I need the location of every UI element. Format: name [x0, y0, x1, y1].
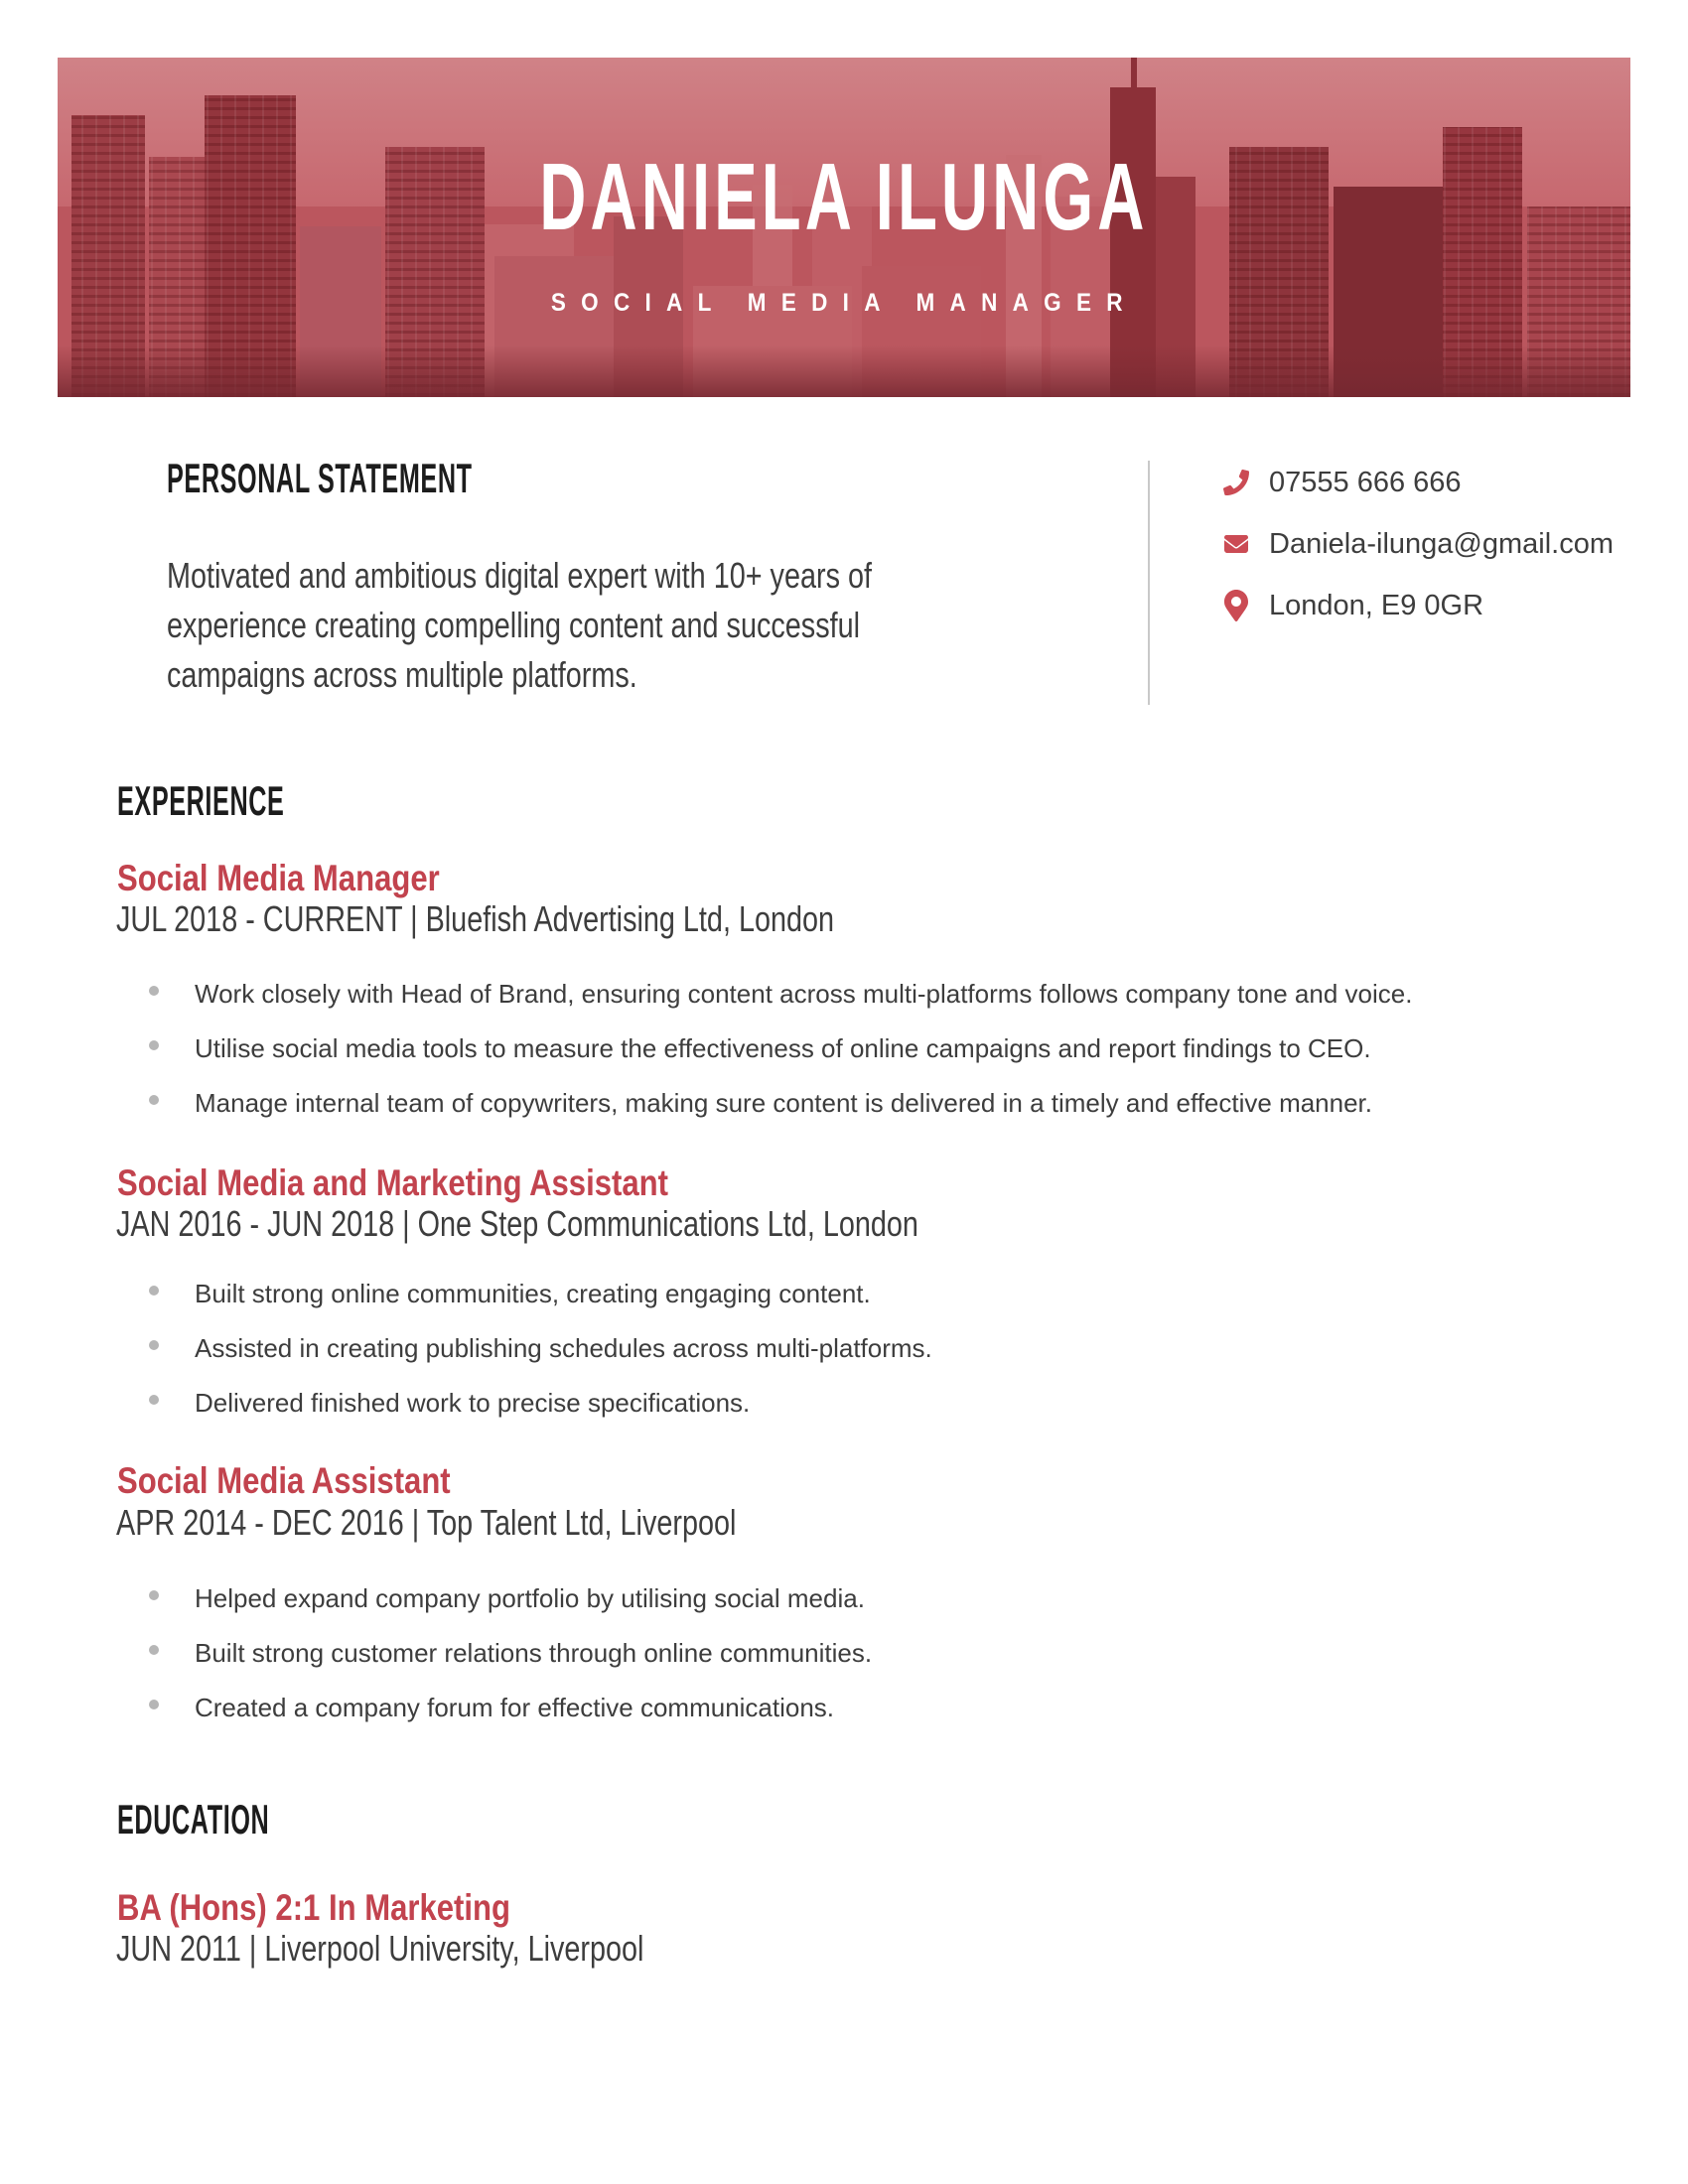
job-period: JAN 2016 - JUN 2018 | One Step Communications Ltd, London: [116, 1203, 918, 1244]
job-bullet: Work closely with Head of Brand, ensuring content across multi-platforms follows company tone and voice.: [195, 979, 1413, 1009]
job-bullet: Manage internal team of copywriters, making sure content is delivered in a timely and effective manner.: [195, 1088, 1373, 1118]
vertical-divider: [1148, 461, 1150, 705]
statement-line: experience creating compelling content and successful: [167, 605, 861, 645]
job-bullet: Built strong online communities, creating engaging content.: [195, 1279, 871, 1308]
contact-phone-row: [1219, 467, 1462, 498]
statement-line: Motivated and ambitious digital expert with 10+ years of: [167, 555, 872, 596]
phone-number: 07555 666 666: [1269, 466, 1462, 498]
header-banner: [58, 58, 1630, 397]
statement-line: campaigns across multiple platforms.: [167, 654, 637, 695]
personal-statement-heading: PERSONAL STATEMENT: [167, 455, 473, 501]
personal-statement-text: [167, 551, 1048, 700]
contact-location-row: [1219, 590, 1483, 621]
email-address: Daniela-ilunga@gmail.com: [1269, 527, 1614, 560]
job-title: Social Media Manager: [117, 858, 440, 898]
experience-heading: EXPERIENCE: [117, 777, 285, 824]
phone-icon: [1219, 470, 1253, 495]
degree-period: JUN 2011 | Liverpool University, Liverpool: [116, 1928, 644, 1969]
candidate-job-title: SOCIAL MEDIA MANAGER: [550, 289, 1138, 317]
map-pin-icon: [1219, 590, 1253, 621]
job-bullet: Assisted in creating publishing schedules across multi-platforms.: [195, 1333, 932, 1363]
location-text: London, E9 0GR: [1269, 589, 1484, 621]
contact-email-row: [1219, 528, 1614, 560]
job-bullet: Delivered finished work to precise specifications.: [195, 1388, 751, 1418]
job-bullet: Created a company forum for effective communications.: [195, 1693, 835, 1722]
job-period: JUL 2018 - CURRENT | Bluefish Advertising Ltd, London: [116, 898, 835, 939]
job-bullet: Built strong customer relations through online communities.: [195, 1638, 873, 1668]
job-bullet: Helped expand company portfolio by utilising social media.: [195, 1583, 865, 1613]
job-bullet: Utilise social media tools to measure the effectiveness of online campaigns and report findings to CEO.: [195, 1033, 1371, 1063]
degree-title: BA (Hons) 2:1 In Marketing: [117, 1887, 511, 1928]
job-title: Social Media Assistant: [117, 1460, 451, 1501]
envelope-icon: [1219, 532, 1253, 556]
job-title: Social Media and Marketing Assistant: [117, 1162, 668, 1203]
education-heading: EDUCATION: [117, 1796, 270, 1843]
job-period: APR 2014 - DEC 2016 | Top Talent Ltd, Liverpool: [116, 1502, 737, 1543]
candidate-name: DANIELA ILUNGA: [539, 144, 1149, 250]
